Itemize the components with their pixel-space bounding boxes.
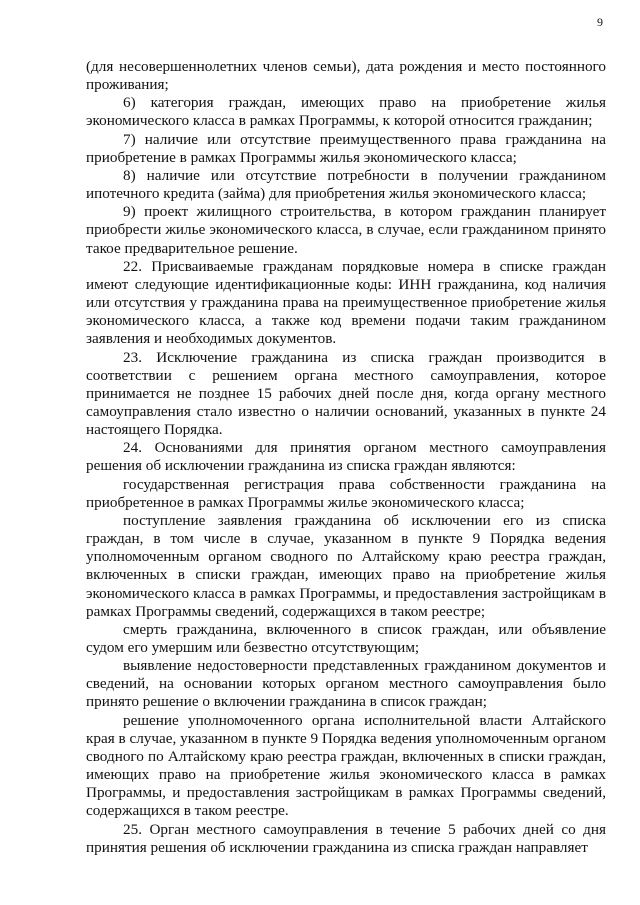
paragraph: 22. Присваиваемые гражданам порядковые номера в списке граждан имеют следующие идентификационные коды: ИНН гражданина, код наличия или отсутствия у гражданина права на преимущественное приобретение жилья экономического класса, а также код времени подачи таким гражданином заявления и необходимых документов. (86, 257, 606, 348)
paragraph: выявление недостоверности представленных гражданином документов и сведений, на основании которых органом местного самоуправления было принято решение о включении гражданина в список граждан; (86, 657, 606, 711)
document-body (86, 58, 606, 857)
paragraph: 23. Исключение гражданина из списка граждан производится в соответствии с решением органа местного самоуправления, которое принимается не позднее 15 рабочих дней после дня, когда органу местного самоуправления стало известно о наличии оснований, указанных в пункте 24 настоящего Порядка. (86, 348, 606, 439)
paragraph: решение уполномоченного органа исполнительной власти Алтайского края в случае, указанном в пункте 9 Порядка ведения уполномоченным органом сводного по Алтайскому краю реестра граждан, включенных в списки граждан, имеющих право на приобретение жилья экономического класса в рамках Программы, и предоставления застройщикам в рамках Программы сведений, содержащихся в таком реестре. (86, 711, 606, 820)
paragraph: 9) проект жилищного строительства, в котором гражданин планирует приобрести жилье экономического класса, в случае, если гражданином принято такое предварительное решение. (86, 203, 606, 257)
paragraph: 6) категория граждан, имеющих право на приобретение жилья экономического класса в рамках Программы, к которой относится гражданин; (86, 94, 606, 130)
paragraph: (для несовершеннолетних членов семьи), дата рождения и место постоянного проживания; (86, 58, 606, 94)
paragraph: 25. Орган местного самоуправления в течение 5 рабочих дней со дня принятия решения об исключении гражданина из списка граждан направляет (86, 820, 606, 856)
paragraph: поступление заявления гражданина об исключении его из списка граждан, в том числе в случае, указанном в пункте 9 Порядка ведения уполномоченным органом сводного по Алтайскому краю реестра граждан, включенных в списки граждан, имеющих право на приобретение жилья экономического класса в рамках Программы, и предоставления застройщикам в рамках Программы сведений, содержащихся в таком реестре; (86, 511, 606, 620)
paragraph: смерть гражданина, включенного в список граждан, или объявление судом его умершим или безвестно отсутствующим; (86, 620, 606, 656)
paragraph: 7) наличие или отсутствие преимущественного права гражданина на приобретение в рамках Программы жилья экономического класса; (86, 130, 606, 166)
paragraph: государственная регистрация права собственности гражданина на приобретенное в рамках Программы жилье экономического класса; (86, 475, 606, 511)
page-number: 9 (597, 15, 603, 29)
paragraph: 8) наличие или отсутствие потребности в получении гражданином ипотечного кредита (займа) для приобретения жилья экономического класса; (86, 166, 606, 203)
paragraph: 24. Основаниями для принятия органом местного самоуправления решения об исключении гражданина из списка граждан являются: (86, 439, 606, 475)
